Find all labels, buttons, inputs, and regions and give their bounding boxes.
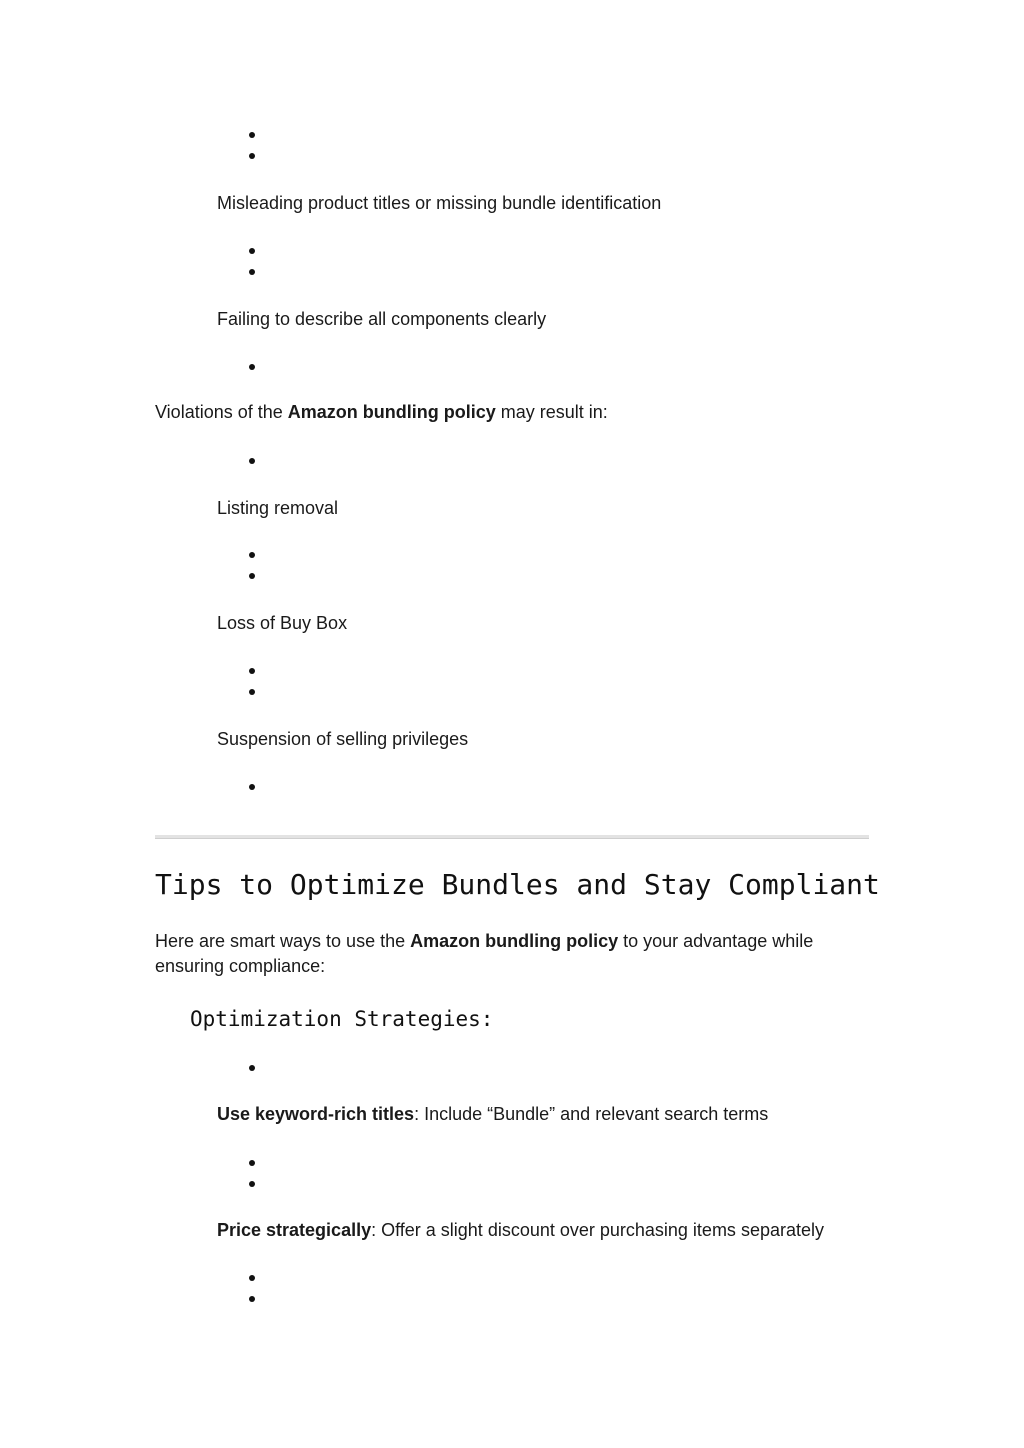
violations-policy-link-text: Amazon bundling policy — [287, 402, 496, 422]
section-heading: Tips to Optimize Bundles and Stay Compliant — [155, 868, 880, 901]
bullet-icon — [249, 1296, 255, 1302]
bullet-icon — [249, 248, 255, 254]
list-item: Suspension of selling privileges — [217, 729, 469, 749]
violations-suffix: may result in: — [495, 402, 608, 422]
bullet-icon — [249, 784, 255, 790]
bullet-icon — [249, 552, 255, 558]
intro-suffix: to your advantage while ensuring compliance: — [155, 931, 814, 976]
bullet-icon — [249, 269, 255, 275]
list-item: Misleading product titles or missing bundle identification — [217, 193, 662, 213]
bullet-icon — [249, 689, 255, 695]
strategy-text: : Include “Bundle” and relevant search terms — [414, 1104, 769, 1124]
violations-prefix: Violations of the — [155, 402, 288, 422]
horizontal-divider — [155, 835, 869, 839]
subsection-heading: Optimization Strategies: — [190, 1007, 494, 1031]
violations-paragraph — [155, 400, 608, 425]
list-item: Failing to describe all components clearly — [217, 309, 547, 329]
intro-prefix: Here are smart ways to use the — [155, 931, 411, 951]
bullet-icon — [249, 573, 255, 579]
bullet-icon — [249, 458, 255, 464]
list-item: Loss of Buy Box — [217, 613, 348, 633]
bullet-icon — [249, 1065, 255, 1071]
list-item: Listing removal — [217, 498, 339, 518]
list-item — [217, 1102, 768, 1126]
bullet-icon — [249, 153, 255, 159]
intro-policy-text: Amazon bundling policy — [410, 931, 619, 951]
bullet-icon — [249, 1181, 255, 1187]
bullet-icon — [249, 668, 255, 674]
strategy-text: : Offer a slight discount over purchasing items separately — [371, 1220, 824, 1240]
bullet-icon — [249, 364, 255, 370]
tips-intro-paragraph — [155, 929, 855, 979]
strategy-title: Price strategically — [217, 1220, 372, 1240]
bullet-icon — [249, 1160, 255, 1166]
strategy-title: Use keyword-rich titles — [217, 1104, 415, 1124]
bullet-icon — [249, 132, 255, 138]
bullet-icon — [249, 1275, 255, 1281]
list-item — [217, 1218, 824, 1242]
